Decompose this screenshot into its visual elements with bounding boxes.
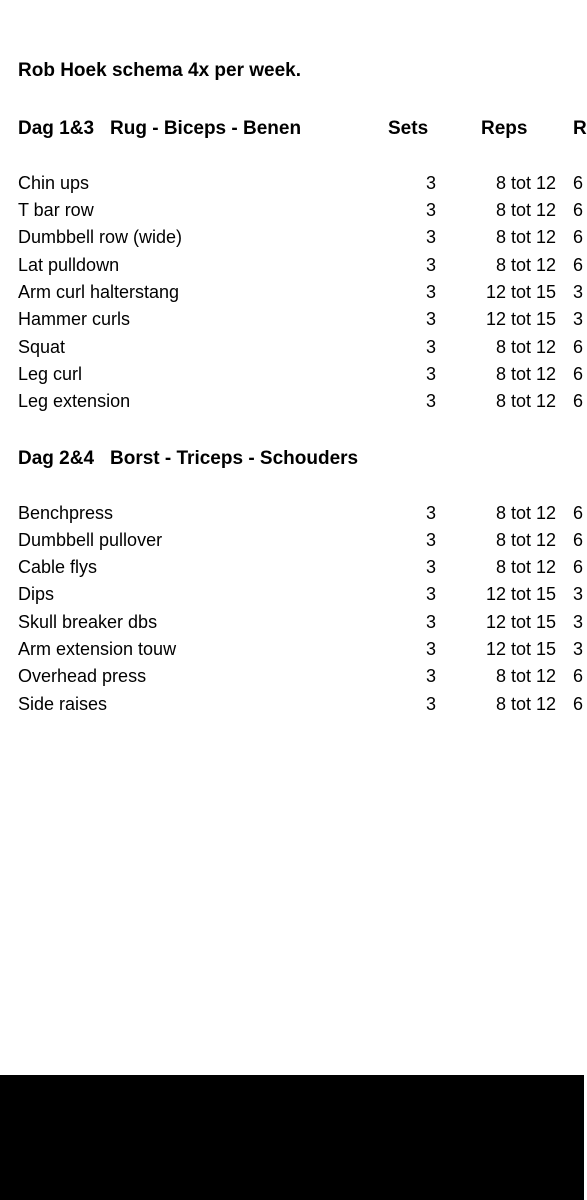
exercise-reps: 8 tot 12: [495, 227, 556, 247]
exercise-row: [0, 581, 584, 608]
exercise-reps: 8 tot 12: [495, 391, 556, 411]
rest-column-header: R: [573, 118, 587, 139]
exercise-row: [0, 554, 584, 581]
exercise-rest: 3: [573, 282, 584, 302]
exercise-reps: 8 tot 12: [495, 337, 556, 357]
exercise-reps: 12 tot 15: [485, 584, 556, 604]
exercise-reps: 12 tot 15: [485, 282, 556, 302]
exercise-sets: 3: [425, 584, 436, 604]
exercise-reps: 12 tot 15: [485, 309, 556, 329]
exercise-row: [0, 609, 584, 636]
day2-label: Dag 2&4: [18, 448, 95, 469]
exercise-row: [0, 388, 584, 415]
exercise-row: [0, 636, 584, 663]
exercise-row: [0, 279, 584, 306]
day2-header: [0, 445, 584, 472]
exercise-row: [0, 334, 584, 361]
exercise-name: Skull breaker dbs: [18, 612, 158, 632]
exercise-rest: 6: [573, 200, 584, 220]
exercise-rest: 3: [573, 639, 584, 659]
exercise-reps: 12 tot 15: [485, 639, 556, 659]
exercise-row: [0, 224, 584, 251]
exercise-rest: 6: [573, 557, 584, 577]
exercise-row: [0, 252, 584, 279]
day2-muscles: Borst - Triceps - Schouders: [110, 448, 359, 469]
exercise-reps: 8 tot 12: [495, 530, 556, 550]
exercise-reps: 8 tot 12: [495, 173, 556, 193]
exercise-name: Side raises: [18, 694, 108, 714]
exercise-reps: 8 tot 12: [495, 364, 556, 384]
day1-label: Dag 1&3: [18, 118, 95, 139]
exercise-name: Overhead press: [18, 666, 147, 686]
exercise-rest: 6: [573, 173, 584, 193]
exercise-row: [0, 306, 584, 333]
exercise-name: Arm curl halterstang: [18, 282, 180, 302]
exercise-sets: 3: [425, 282, 436, 302]
exercise-row: [0, 361, 584, 388]
exercise-name: Benchpress: [18, 503, 114, 523]
exercise-name: Cable flys: [18, 557, 98, 577]
exercise-rest: 3: [573, 309, 584, 329]
exercise-reps: 8 tot 12: [495, 255, 556, 275]
exercise-row: [0, 527, 584, 554]
exercise-sets: 3: [425, 173, 436, 193]
exercise-name: Dumbbell pullover: [18, 530, 163, 550]
exercise-sets: 3: [425, 666, 436, 686]
exercise-rest: 6: [573, 337, 584, 357]
page-title: Rob Hoek schema 4x per week.: [18, 60, 302, 81]
exercise-sets: 3: [425, 530, 436, 550]
exercise-rest: 6: [573, 391, 584, 411]
exercise-sets: 3: [425, 503, 436, 523]
exercise-reps: 8 tot 12: [495, 557, 556, 577]
exercise-name: Dips: [18, 584, 55, 604]
exercise-reps: 8 tot 12: [495, 694, 556, 714]
bottom-black-area: [0, 1075, 584, 1200]
exercise-rest: 6: [573, 503, 584, 523]
exercise-sets: 3: [425, 364, 436, 384]
exercise-name: T bar row: [18, 200, 94, 220]
exercise-sets: 3: [425, 694, 436, 714]
day1-header: [0, 115, 587, 142]
exercise-rest: 3: [573, 612, 584, 632]
exercise-row: [0, 197, 584, 224]
exercise-reps: 8 tot 12: [495, 503, 556, 523]
exercise-row: [0, 691, 584, 718]
exercise-sets: 3: [425, 337, 436, 357]
exercise-sets: 3: [425, 309, 436, 329]
exercise-reps: 8 tot 12: [495, 666, 556, 686]
exercise-sets: 3: [425, 391, 436, 411]
exercise-name: Dumbbell row (wide): [18, 227, 183, 247]
exercise-sets: 3: [425, 255, 436, 275]
exercise-rest: 6: [573, 364, 584, 384]
day1-muscles: Rug - Biceps - Benen: [110, 118, 302, 139]
exercise-row: [0, 500, 584, 527]
exercise-sets: 3: [425, 200, 436, 220]
exercise-sets: 3: [425, 639, 436, 659]
exercise-rest: 6: [573, 227, 584, 247]
reps-column-header: Reps: [481, 118, 528, 139]
exercise-name: Chin ups: [18, 173, 90, 193]
exercise-name: Arm extension touw: [18, 639, 177, 659]
exercise-sets: 3: [425, 612, 436, 632]
exercise-rest: 6: [573, 530, 584, 550]
exercise-reps: 8 tot 12: [495, 200, 556, 220]
exercise-name: Lat pulldown: [18, 255, 120, 275]
exercise-name: Leg extension: [18, 391, 131, 411]
exercise-rest: 3: [573, 584, 584, 604]
exercise-rest: 6: [573, 694, 584, 714]
exercise-rest: 6: [573, 255, 584, 275]
exercise-name: Hammer curls: [18, 309, 131, 329]
exercise-sets: 3: [425, 227, 436, 247]
exercise-reps: 12 tot 15: [485, 612, 556, 632]
exercise-sets: 3: [425, 557, 436, 577]
exercise-row: [0, 663, 584, 690]
exercise-name: Squat: [18, 337, 66, 357]
exercise-row: [0, 170, 584, 197]
sets-column-header: Sets: [388, 118, 429, 139]
exercise-name: Leg curl: [18, 364, 83, 384]
exercise-rest: 6: [573, 666, 584, 686]
